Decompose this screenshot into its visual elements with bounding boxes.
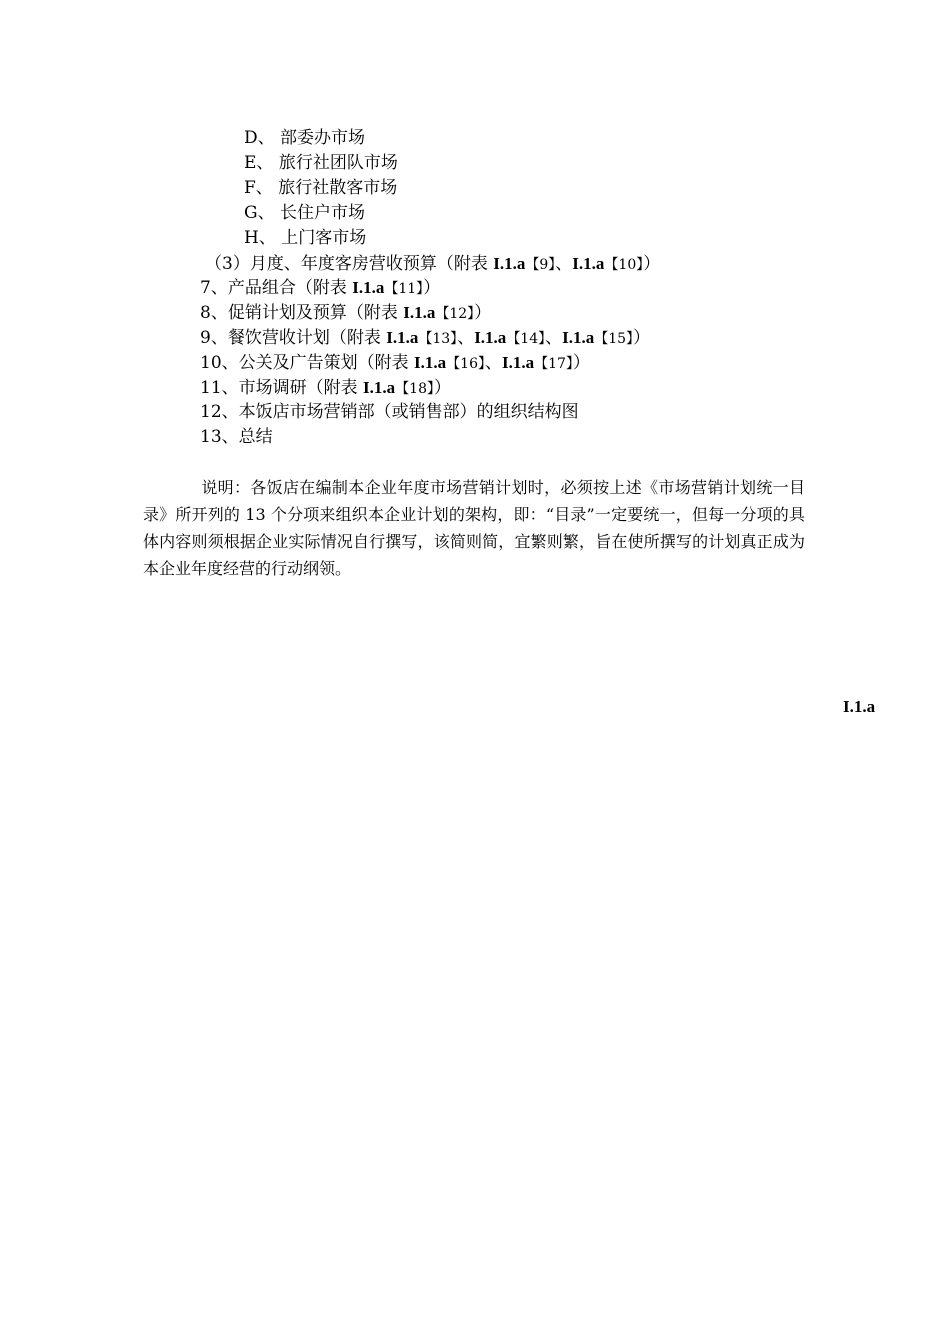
- appendix-ref: 【14】: [506, 331, 546, 347]
- budget-line: [205, 251, 660, 278]
- market-item-d: D、 部委办市场: [244, 128, 366, 148]
- list-item-13: 13、总结: [200, 427, 273, 447]
- appendix-code: I.1.a: [352, 278, 385, 297]
- market-label: 旅行社团队市场: [278, 153, 398, 173]
- list-item-11: [200, 375, 451, 402]
- list-item-9: [200, 325, 650, 352]
- suffix: ）: [643, 254, 661, 274]
- appendix-ref: 【18】: [395, 381, 434, 397]
- appendix-code: I.1.a: [363, 378, 396, 397]
- item-prefix: 9、餐饮营收计划（附表: [200, 328, 387, 348]
- list-item-8: [200, 300, 491, 327]
- item-prefix: 8、促销计划及预算（附表: [200, 303, 404, 323]
- note-paragraph: [143, 474, 805, 582]
- list-item-7: [200, 275, 440, 302]
- market-label: 长住户市场: [280, 203, 365, 223]
- separator: 、: [485, 353, 502, 373]
- separator: 、: [545, 328, 563, 348]
- budget-prefix: （3）月度、年度客房营收预算（附表: [205, 254, 494, 274]
- note-text: 说明：各饭店在编制本企业年度市场营销计划时，必须按上述《市场营销计划统一目录》所开列的 13 个分项来组织本企业计划的架构，即：“目录”一定要统一，但每一分项的具体内容则须根据企业实际情况自行撰写，该简则简，宜繁则繁，旨在使所撰写的计划真正成为本企业年度经营的行动纲领。: [143, 478, 805, 578]
- market-label: 上门客市场: [281, 228, 367, 248]
- list-item-12: 12、本饭店市场营销部（或销售部）的组织结构图: [200, 402, 579, 422]
- appendix-code: I.1.a: [572, 254, 605, 273]
- page-code: I.1.a: [843, 697, 876, 716]
- market-item-g: G、 长住户市场: [244, 203, 365, 223]
- market-label: 部委办市场: [280, 128, 366, 148]
- separator: 、: [457, 328, 475, 348]
- market-item-h: H、 上门客市场: [244, 228, 367, 248]
- market-item-f: F、 旅行社散客市场: [244, 178, 398, 198]
- item-prefix: 10、公关及广告策划（附表: [200, 353, 415, 373]
- list-item-10: [200, 350, 590, 377]
- appendix-ref: 【11】: [384, 281, 424, 297]
- suffix: ）: [572, 353, 590, 373]
- appendix-ref: 【15】: [594, 331, 634, 347]
- appendix-ref: 【12】: [435, 306, 475, 322]
- appendix-ref: 【9】: [525, 257, 556, 273]
- appendix-code: I.1.a: [403, 303, 436, 322]
- appendix-ref: 【17】: [534, 356, 573, 372]
- appendix-code: I.1.a: [386, 328, 419, 347]
- item-prefix: 7、产品组合（附表: [200, 278, 353, 298]
- item-prefix: 11、市场调研（附表: [200, 378, 364, 398]
- market-letter: D: [244, 128, 258, 148]
- separator: 、: [555, 254, 573, 274]
- appendix-ref: 【10】: [604, 257, 644, 273]
- suffix: ）: [423, 278, 441, 298]
- suffix: ）: [474, 303, 492, 323]
- appendix-code: I.1.a: [493, 254, 526, 273]
- market-letter: H: [244, 228, 259, 248]
- market-label: 旅行社散客市场: [278, 178, 398, 198]
- appendix-ref: 【16】: [446, 356, 485, 372]
- market-item-e: E、 旅行社团队市场: [244, 153, 398, 173]
- appendix-code: I.1.a: [414, 353, 447, 372]
- market-letter: G: [244, 203, 258, 223]
- appendix-code: I.1.a: [502, 353, 535, 372]
- appendix-code: I.1.a: [562, 328, 595, 347]
- market-letter: F: [244, 178, 256, 198]
- market-letter: E: [244, 153, 257, 173]
- appendix-ref: 【13】: [418, 331, 458, 347]
- suffix: ）: [434, 378, 451, 398]
- appendix-code: I.1.a: [474, 328, 507, 347]
- suffix: ）: [633, 328, 651, 348]
